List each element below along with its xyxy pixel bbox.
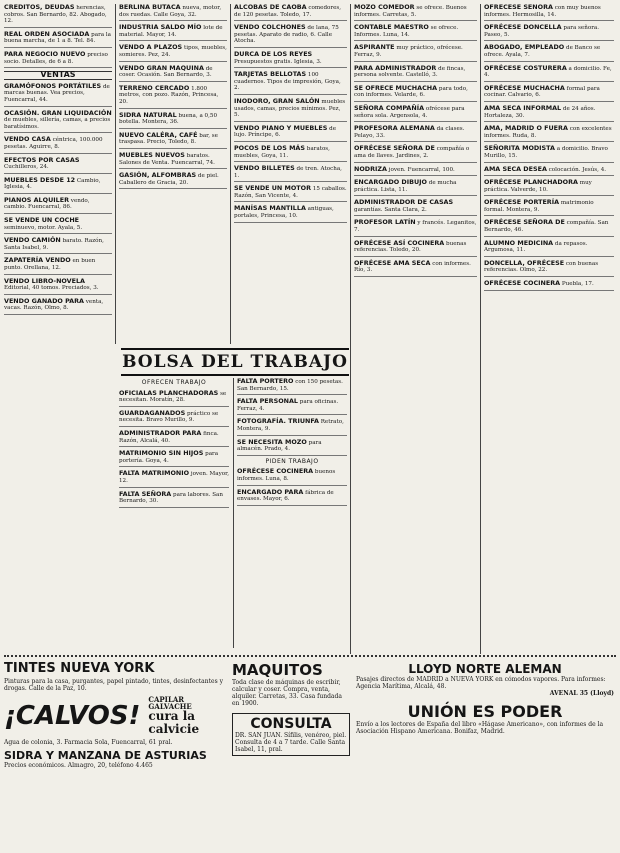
classified-ad: ADMINISTRADOR PARA finca. Razón, Alcalá, 40.	[119, 430, 229, 447]
classified-ad: ALCOBAS DE CAOBA comedores, de 120 pesetas. Toledo, 17.	[234, 4, 347, 21]
classified-ad: ALUMNO MEDICINA da repasos. Argumosa, 11.	[484, 240, 614, 257]
classified-ad: REAL ORDEN ASOCIADA para la buena marcha, de 1 a 8. Tel. 84.	[4, 31, 112, 48]
classified-ad: SE OFRECE MUCHACHA para todo, con informes. Velarde, 6.	[354, 85, 477, 102]
section-heading-ventas: VENTAS	[4, 71, 112, 80]
classified-ad: EFECTOS POR CASAS Cuchilleros, 24.	[4, 157, 112, 174]
classified-column-4	[354, 4, 477, 650]
classified-ad: SEÑORA COMPAÑÍA ofrécese para señora sola. Argensola, 4.	[354, 105, 477, 122]
lloyd-heading: LLOYD NORTE ALEMAN	[408, 662, 562, 676]
classified-ad: DURCA DE LOS REYES Presupuestos gratis. Iglesia, 3.	[234, 51, 347, 68]
subheading-ofrecen-trabajo: OFRECEN TRABAJO	[141, 379, 207, 386]
consulta-box	[232, 713, 350, 756]
classified-ad: INODORO, GRAN SALÓN muebles usados, camas, precios mínimos. Pez, 5.	[234, 98, 347, 122]
classified-ad: GUARDAGANADOS práctico se necesita. Bravo Murillo, 9.	[119, 410, 229, 427]
classified-ad: FALTA SEÑORA para labores. San Bernardo, 30.	[119, 491, 229, 508]
classified-ad: MUEBLES NUEVOS baratos. Salones de Venta. Fuencarral, 74.	[119, 152, 227, 169]
classified-ad: AMA SECA DESEA colocación. Jesús, 4.	[484, 166, 614, 177]
classified-ad: CONTABLE MAESTRO se ofrece. Informes. Luna, 14.	[354, 24, 477, 41]
classified-ad: ZAPATERÍA VENDO en buen punto. Orellana, 12.	[4, 257, 112, 274]
classified-ad: SEÑORITA MODISTA a domicilio. Bravo Murillo, 15.	[484, 145, 614, 162]
column-separator	[115, 4, 116, 344]
classified-ad: OFRÉCESE SEÑORA con muy buenos informes. Hermosilla, 14.	[484, 4, 614, 21]
bottom-middle-ads	[232, 662, 350, 847]
bottom-divider	[4, 655, 616, 657]
classified-column-1	[4, 4, 112, 650]
lloyd-tag: AVENAL 35 (Lloyd)	[549, 690, 614, 697]
classified-ad: OFRÉCESE COCINERA Puebla, 17.	[484, 280, 614, 291]
classified-ad: ADMINISTRADOR DE CASAS garantías. Santa Clara, 2.	[354, 199, 477, 216]
classified-ad: FALTA PORTERO con 150 pesetas. San Bernardo, 15.	[237, 378, 347, 395]
consulta-text: DR. SAN JUAN. Sífilis, venéreo, piel. Consulta de 4 a 7 tarde. Calle Santa Isabel, 11, pral.	[235, 732, 347, 753]
classified-ad: TARJETAS BELLOTAS 100 cuadernos. Tipos de impresión, Goya, 2.	[234, 71, 347, 95]
classified-column-5	[484, 4, 614, 650]
classified-ad: MUEBLES DESDE 12 Cambio, Iglesia, 4.	[4, 177, 112, 194]
classified-ad: BERLINA BUTACA nueva, motor, dos ruedas. Calle Goya, 32.	[119, 4, 227, 21]
classified-ad: PARA ADMINISTRADOR de fincas, persona solvente. Castelló, 3.	[354, 65, 477, 82]
classified-ad: VENDO GANADO PARA venta, vacas. Razón, Olmo, 8.	[4, 298, 112, 315]
maquitos-heading: MAQUITOS	[232, 662, 323, 679]
union-heading: UNIÓN ES PODER	[407, 702, 563, 721]
calvos-side-1: CAPILAR GALVACHE	[148, 695, 192, 711]
classified-ad: OFRÉCESE ASÍ COCINERA buenas referencias. Toledo, 20.	[354, 240, 477, 257]
sidra-heading: SIDRA Y MANZANA DE ASTURIAS	[4, 749, 207, 762]
classified-column-3	[234, 4, 347, 342]
classified-ad: CREDITOS, DEUDAS herencias, cobros. San Bernardo, 82. Abogado, 12.	[4, 4, 112, 28]
classified-ad: OFRÉCESE AMA SECA con informes. Río, 3.	[354, 260, 477, 277]
classified-ad: VENDO BILLETES de tren. Atocha, 1.	[234, 165, 347, 182]
classified-ad: POCOS DE LOS MÁS baratos, muebles, Goya, 11.	[234, 145, 347, 162]
calvos-ad	[4, 696, 226, 736]
sidra-text: Precios económicos. Almagro, 20, teléfono 4.465	[4, 762, 153, 769]
classified-ad: OFRÉCESE SEÑORA DE compañía o ama de llaves. Jardines, 2.	[354, 145, 477, 162]
classified-ad: VENDO A PLAZOS tipos, muebles, somieres. Pez, 24.	[119, 44, 227, 61]
classified-ad: OFRÉCESE SEÑORA DE compañía. San Bernardo, 46.	[484, 219, 614, 236]
classified-ad: NODRIZA joven. Fuencarral, 100.	[354, 166, 477, 177]
classified-ad: VENDO PIANO Y MUEBLES de lujo. Príncipe, 6.	[234, 125, 347, 142]
classified-ad: ASPIRANTE muy práctico, ofrécese. Ferraz, 9.	[354, 44, 477, 61]
bottom-right-ads	[356, 662, 614, 847]
calvos-text: Agua de colonia, 3. Farmacia Sola, Fuencarral, 61 pral.	[4, 739, 173, 746]
classified-ad: AMA SECA INFORMAL de 24 años. Hortaleza, 30.	[484, 105, 614, 122]
classified-ad: PROFESOR LATÍN y francés. Leganitos, 7.	[354, 219, 477, 236]
column-separator	[350, 4, 351, 654]
classified-column-2	[119, 4, 227, 342]
classified-ad: MOZO COMEDOR se ofrece. Buenos informes. Carretas, 5.	[354, 4, 477, 21]
column-separator	[480, 4, 481, 654]
classified-ad: NUEVO CALÉRA, CAFÉ bar, se traspasa. Precio, Toledo, 8.	[119, 132, 227, 149]
classified-ad: VENDO COLCHONES de lana, 75 pesetas. Aparato de radio, 6. Calle Atocha.	[234, 24, 347, 48]
union-text: Envío a los lectores de España del libro «Hágase Americano», con informes de la Asociación Hispano Americana. Bonifaz, Madrid.	[356, 721, 604, 735]
classified-ad: MANÍSAS MANTILLA antiguas, portales, Princesa, 10.	[234, 205, 347, 222]
classified-ad: ENCARGADO DIBUJO de mucha práctica. Lista, 11.	[354, 179, 477, 196]
classified-ad: OFRÉCESE COSTURERA a domicilio. Fe, 4.	[484, 65, 614, 82]
classified-ad: ABOGADO, EMPLEADO de Banco se ofrece. Ayala, 7.	[484, 44, 614, 61]
tintes-heading: TINTES NUEVA YORK	[4, 662, 155, 676]
classified-ad: GRAMÓFONOS PORTÁTILES de marcas buenas. Vea precios, Fuencarral, 44.	[4, 83, 112, 107]
calvos-heading: ¡CALVOS!	[4, 701, 141, 731]
classified-ad: FALTA PERSONAL para oficinas. Ferraz, 4.	[237, 398, 347, 415]
subheading-piden-trabajo: PIDEN TRABAJO	[265, 457, 319, 465]
bottom-left-ads	[4, 662, 226, 847]
classified-ad: SE VENDE UN COCHE seminuevo, motor. Ayala, 5.	[4, 217, 112, 234]
classified-ad: OFRÉCESE PLANCHADORA muy práctica. Valverde, 10.	[484, 179, 614, 196]
classified-ad: PARA NEGOCIO NUEVO preciso socio. Detalles, de 6 a 8.	[4, 51, 112, 68]
consulta-heading: CONSULTA	[250, 716, 332, 732]
classified-ad: PROFESORA ALEMANA da clases. Pelayo, 33.	[354, 125, 477, 142]
classified-ad: GASIÓN, ALFOMBRAS de piel. Caballero de Gracia, 20.	[119, 172, 227, 189]
classified-ad: TERRENO CERCADO 1.800 metros, con pozo. Razón, Princesa, 20.	[119, 85, 227, 109]
classified-ad: OCASIÓN. GRAN LIQUIDACIÓN de muebles, sillería, camas, a precios baratísimos.	[4, 110, 112, 134]
tintes-text: Pinturas para la casa, purgantes, papel pintado, tintes, desinfectantes y drogas. Calle de la Paz, 10.	[4, 678, 223, 692]
classified-ad: MATRIMONIO SIN HIJOS para portería. Goya, 4.	[119, 450, 229, 467]
bolsa-del-trabajo-banner: BOLSA DEL TRABAJO	[121, 348, 349, 376]
classified-ad: PIANOS ALQUILER vendo, cambio. Fuencarral, 86.	[4, 197, 112, 214]
classified-ad: OFRÉCESE DONCELLA para señora. Paseo, 5.	[484, 24, 614, 41]
classified-ad: OFICIALAS PLANCHADORAS se necesitan. Moratín, 28.	[119, 390, 229, 407]
classified-ad: DONCELLA, OFRÉCESE con buenas referencias. Olmo, 22.	[484, 260, 614, 277]
classified-ad: FALTA MATRIMONIO joven. Mayor, 12.	[119, 470, 229, 487]
bolsa-column-piden	[237, 378, 347, 650]
classified-ad: INDUSTRIA SALDO MÍO lote de material. Mayor, 14.	[119, 24, 227, 41]
classified-ad: VENDO CASA céntrica, 100.000 pesetas. Aguirre, 8.	[4, 136, 112, 153]
classified-ad: SE NECESITA MOZO para almacén. Prado, 4.	[237, 439, 347, 456]
column-separator	[230, 4, 231, 344]
classified-ad: VENDO CAMIÓN barato. Razón, Santa Isabel, 9.	[4, 237, 112, 254]
classified-ad: AMA, MADRID O FUERA con excelentes informes. Ruda, 8.	[484, 125, 614, 142]
classified-ad: SE VENDE UN MOTOR 15 caballos. Razón, San Vicente, 4.	[234, 185, 347, 202]
classified-ad: OFRÉCESE PORTERÍA matrimonio formal. Montera, 9.	[484, 199, 614, 216]
lloyd-text: Pasajes directos de MADRID a NUEVA YORK en cómodos vapores. Para informes: Agencia Marítima, Alcalá, 48.	[356, 676, 606, 690]
classified-ad: VENDO GRAN MAQUINA de coser. Ocasión. San Bernardo, 3.	[119, 65, 227, 82]
calvos-side	[148, 696, 226, 736]
classified-ad: ENCARGADO PARA fábrica de envases. Mayor, 6.	[237, 489, 347, 506]
bolsa-column-ofrecen	[119, 378, 229, 650]
classified-ad: OFRÉCESE COCINERA buenos informes. Luna, 8.	[237, 468, 347, 485]
classified-ad: VENDO LIBRO-NOVELA Editorial, 40 tomos. Preciados, 3.	[4, 278, 112, 295]
classified-ad: SIDRA NATURAL buena, a 0,50 botella. Montera, 36.	[119, 112, 227, 129]
classified-ad: FOTOGRAFÍA. TRIUNFA Retrato, Montera, 9.	[237, 418, 347, 435]
maquitos-text: Toda clase de máquinas de escribir, calcular y coser. Compra, venta, alquiler. Carretas, 33. Casa fundada en 1900.	[232, 679, 342, 707]
classified-ad: OFRÉCESE MUCHACHA formal para cocinar. Calvario, 6.	[484, 85, 614, 102]
calvos-side-2: cura la calvicie	[148, 709, 200, 736]
column-separator	[233, 378, 234, 648]
